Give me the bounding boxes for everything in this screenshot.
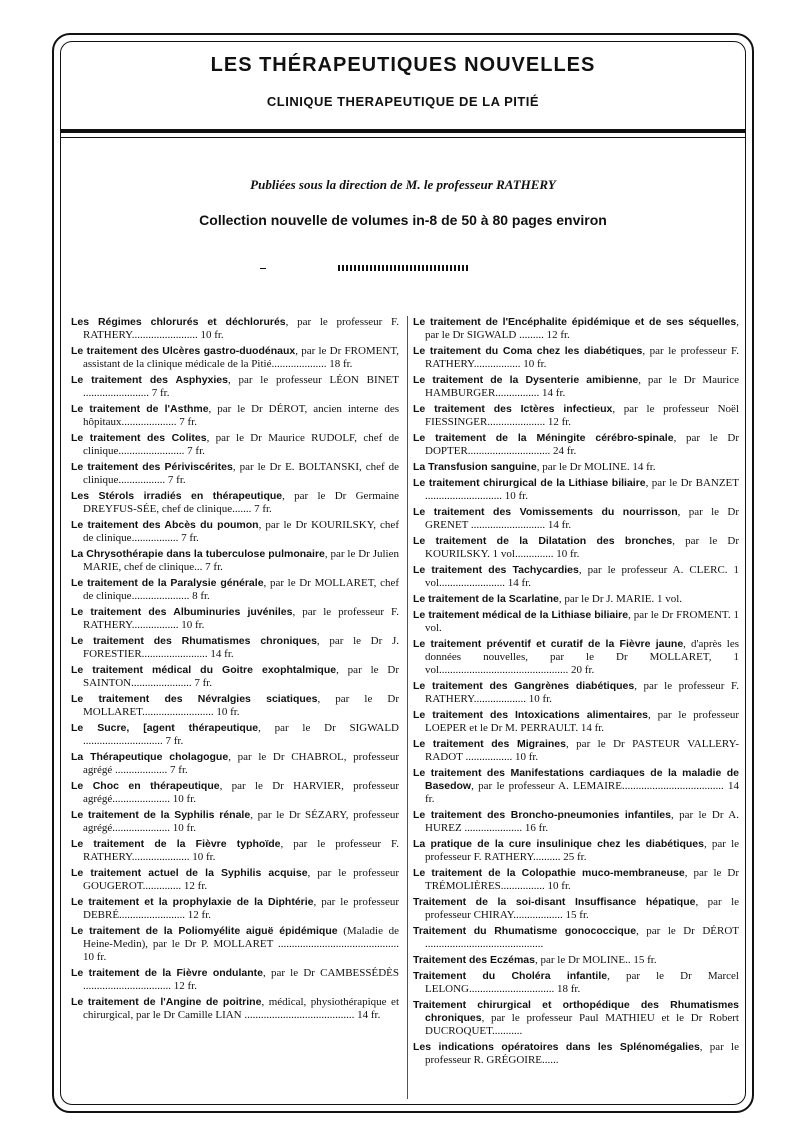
entry-topic: Le traitement de la Fièvre typhoïde (71, 838, 281, 850)
entry-details: , par le Dr Marcel LELONG............................... 18 fr. (425, 970, 739, 995)
catalog-entry (71, 967, 399, 993)
entry-details: , par le professeur A. LEMAIRE..................................... 14 fr. (425, 780, 739, 805)
catalog-entry (71, 548, 399, 574)
entry-topic: Le traitement des Vomissements du nourrisson (413, 506, 678, 518)
entry-topic: Le traitement des Colites (71, 432, 207, 444)
entry-topic: Le traitement de l'Asthme (71, 403, 209, 415)
entry-topic: Le traitement médical de la Lithiase biliaire (413, 609, 629, 621)
catalog-entry (71, 635, 399, 661)
entry-topic: Le traitement préventif et curatif de la Fièvre jaune (413, 638, 684, 650)
entry-topic: Le traitement des Gangrènes diabétiques (413, 680, 635, 692)
left-column (71, 316, 399, 1099)
catalog-entry (71, 577, 399, 603)
entry-topic: Le traitement de l'Encéphalite épidémique et de ses séquelles (413, 316, 737, 328)
entry-details: , par le Dr DÉROT, ancien interne des hôpitaux.................... 7 fr. (83, 403, 399, 428)
entry-details: , par le Dr Germaine DREYFUS-SÉE, chef de clinique....... 7 fr. (83, 490, 399, 515)
entry-details: , par le Dr SAINTON...................... 7 fr. (83, 664, 399, 689)
entry-details: , médical, physiothérapique et chirurgical, par le Dr Camille LIAN ........................................ 14 fr. (83, 996, 399, 1021)
catalog-entry (413, 403, 739, 429)
entry-details: , par le professeur F. RATHERY................... 10 fr. (425, 680, 739, 705)
entry-details: , d'après les données nouvelles, par le Dr MOLLARET, 1 vol............................................... 20 fr. (425, 638, 739, 676)
right-column (413, 316, 739, 1099)
entry-details: , par le Dr J. MARIE. 1 vol. (558, 593, 683, 605)
catalog-entry (413, 535, 739, 561)
entry-topic: Le traitement de la Scarlatine (413, 593, 559, 605)
entry-topic: Le traitement des Manifestations cardiaques de la maladie de Basedow (413, 767, 739, 792)
catalog-entry (71, 316, 399, 342)
catalog-entry (71, 490, 399, 516)
entry-topic: Le traitement de la Fièvre ondulante (71, 967, 263, 979)
catalog-entry (71, 925, 399, 964)
entry-details: , par le Dr Maurice RUDOLF, chef de clinique........................ 7 fr. (83, 432, 399, 457)
entry-details: (Maladie de Heine-Medin), par le Dr P. MOLLARET ............................................ 10 fr. (83, 925, 399, 963)
catalog-entry (71, 403, 399, 429)
catalog-entry (413, 461, 739, 474)
catalog-entry (71, 996, 399, 1022)
catalog-entry (71, 896, 399, 922)
entry-topic: Le traitement des Rhumatismes chroniques (71, 635, 317, 647)
entry-topic: La Thérapeutique cholagogue (71, 751, 229, 763)
entry-topic: Le traitement des Albuminuries juvéniles (71, 606, 293, 618)
entry-topic: Les indications opératoires dans les Splénomégalies (413, 1041, 700, 1053)
catalog-entry (413, 1041, 739, 1067)
entry-topic: Le traitement de la Dilatation des bronches (413, 535, 673, 547)
catalog-entry (413, 374, 739, 400)
catalog-entry (413, 680, 739, 706)
catalog-entry (413, 564, 739, 590)
catalog-entry (413, 738, 739, 764)
entry-details: , par le professeur LÉON BINET ........................ 7 fr. (83, 374, 399, 399)
entry-topic: Le traitement de la Dysenterie amibienne (413, 374, 639, 386)
entry-details: , par le Dr DÉROT ........................................... (425, 925, 739, 950)
catalog-entry (413, 838, 739, 864)
direction-line: Publiées sous la direction de M. le professeur RATHERY (250, 177, 556, 192)
entry-details: , par le Dr Julien MARIE, chef de clinique... 7 fr. (83, 548, 399, 573)
entry-details: , par le Dr J. FORESTIER........................ 14 fr. (83, 635, 399, 660)
collection-line: Collection nouvelle de volumes in-8 de 50 à 80 pages environ (199, 212, 607, 228)
entry-details: , par le Dr SIGWALD ......... 12 fr. (425, 316, 739, 341)
entry-topic: Le traitement de la Méningite cérébro-spinale (413, 432, 674, 444)
catalog-entry (71, 780, 399, 806)
entry-details: , par le Dr FROMENT, assistant de la clinique médicale de la Pitié.................... 18 fr. (83, 345, 399, 370)
entry-details: , par le professeur F. RATHERY..................... 10 fr. (83, 838, 399, 863)
entry-details: , par le professeur DEBRÉ........................ 12 fr. (83, 896, 399, 921)
ornament-dash (260, 268, 266, 269)
catalog-entry (413, 638, 739, 677)
entry-details: , par le Dr E. BOLTANSKI, chef de clinique................. 7 fr. (83, 461, 399, 486)
catalog-entry (71, 809, 399, 835)
entry-details: , par le Dr KOURILSKY. 1 vol.............. 10 fr. (425, 535, 739, 560)
catalog-entry (71, 693, 399, 719)
entry-topic: Le traitement des Broncho-pneumonies infantiles (413, 809, 671, 821)
entry-topic: Le traitement des Ictères infectieux (413, 403, 613, 415)
entry-details: , par le Dr DOPTER.............................. 24 fr. (425, 432, 739, 457)
entry-topic: Le traitement des Périviscérites (71, 461, 233, 473)
catalog-entry (413, 477, 739, 503)
entry-details: , par le professeur A. CLERC. 1 vol........................ 14 fr. (425, 564, 739, 589)
entry-details: , par le Dr A. HUREZ ..................... 16 fr. (425, 809, 739, 834)
catalog-entry (413, 316, 739, 342)
entry-topic: Le Sucre, [agent thérapeutique (71, 722, 259, 734)
entry-details: , par le Dr MOLLARET.......................... 10 fr. (83, 693, 399, 718)
catalog-entry (71, 606, 399, 632)
entry-details: , par le Dr CHABROL, professeur agrégé ................... 7 fr. (83, 751, 399, 776)
entry-topic: Le traitement des Abcès du poumon (71, 519, 259, 531)
catalog-entry (71, 722, 399, 748)
catalog-entry (71, 345, 399, 371)
entry-details: , par le Dr MOLINE. 14 fr. (536, 461, 656, 473)
entry-details: , par le Dr GRENET ........................... 14 fr. (425, 506, 739, 531)
entry-topic: Le traitement et la prophylaxie de la Diphtérie (71, 896, 314, 908)
entry-topic: Le traitement des Asphyxies (71, 374, 228, 386)
entry-topic: Le traitement des Migraines (413, 738, 566, 750)
entry-details: , par le professeur F. RATHERY................. 10 fr. (83, 606, 399, 631)
catalog-entry (413, 970, 739, 996)
header-rule-thin (60, 137, 746, 138)
entry-topic: Le traitement médical du Goitre exophtalmique (71, 664, 337, 676)
entry-topic: Les Régimes chlorurés et déchlorurés (71, 316, 286, 328)
entry-topic: Le traitement de la Paralysie générale (71, 577, 264, 589)
catalog-entry (413, 345, 739, 371)
entry-details: , par le Dr MOLINE.. 15 fr. (534, 954, 657, 966)
catalog-entry (71, 838, 399, 864)
entry-details: , par le professeur CHIRAY.................. 15 fr. (425, 896, 739, 921)
catalog-entry (413, 954, 739, 967)
entry-topic: Le Choc en thérapeutique (71, 780, 220, 792)
catalog-entry (71, 519, 399, 545)
entry-details: , par le professeur Noël FIESSINGER..................... 12 fr. (425, 403, 739, 428)
entry-topic: Traitement des Eczémas (413, 954, 535, 966)
entry-topic: La Chrysothérapie dans la tuberculose pulmonaire (71, 548, 325, 560)
catalog-entry (413, 609, 739, 635)
entry-topic: Le traitement actuel de la Syphilis acquise (71, 867, 308, 879)
entry-topic: Le traitement du Coma chez les diabétiques (413, 345, 643, 357)
entry-details: , par le professeur F. RATHERY........................ 10 fr. (83, 316, 399, 341)
catalog-entry (413, 867, 739, 893)
entry-details: , par le Dr FROMENT. 1 vol. (425, 609, 739, 634)
entry-details: , par le Dr CAMBESSÉDÈS ................................ 12 fr. (83, 967, 399, 992)
entry-topic: Le traitement des Intoxications alimentaires (413, 709, 649, 721)
entry-details: , par le professeur R. GRÉGOIRE...... (425, 1041, 739, 1066)
entry-topic: Le traitement de la Poliomyélite aiguë épidémique (71, 925, 338, 937)
catalog-entry (71, 751, 399, 777)
entry-details: , par le professeur LOEPER et le Dr M. PERRAULT. 14 fr. (425, 709, 739, 734)
entry-topic: Traitement chirurgical et orthopédique des Rhumatismes chroniques (413, 999, 739, 1024)
page-title: LES THÉRAPEUTIQUES NOUVELLES (210, 54, 596, 76)
catalog-entry (413, 767, 739, 806)
entry-topic: La pratique de la cure insulinique chez les diabétiques (413, 838, 704, 850)
catalog-entry (71, 432, 399, 458)
catalog-entry (413, 709, 739, 735)
entry-topic: Le traitement de la Colopathie muco-membraneuse (413, 867, 685, 879)
entry-details: , par le Dr BANZET ............................ 10 fr. (425, 477, 739, 502)
catalog-entry (413, 809, 739, 835)
entry-details: , par le Dr HARVIER, professeur agrégé..................... 10 fr. (83, 780, 399, 805)
catalog-entry (71, 374, 399, 400)
catalog-entry (71, 664, 399, 690)
catalog-entry (413, 896, 739, 922)
entry-details: , par le Dr SIGWALD ............................. 7 fr. (83, 722, 399, 747)
entry-details: , par le Dr PASTEUR VALLERY-RADOT ................. 10 fr. (425, 738, 739, 763)
decorative-ornament (338, 265, 470, 271)
entry-details: , par le Dr MOLLARET, chef de clinique..................... 8 fr. (83, 577, 399, 602)
entry-details: , par le Dr Maurice HAMBURGER................ 14 fr. (425, 374, 739, 399)
catalog-entry (413, 506, 739, 532)
entry-topic: Les Stérols irradiés en thérapeutique (71, 490, 283, 502)
entry-details: , par le professeur GOUGEROT.............. 12 fr. (83, 867, 399, 892)
entry-details: , par le professeur Paul MATHIEU et le Dr Robert DUCROQUET........... (425, 1012, 739, 1037)
column-divider (407, 316, 408, 1099)
entry-details: , par le Dr SÉZARY, professeur agrégé..................... 10 fr. (83, 809, 399, 834)
entry-topic: Le traitement des Tachycardies (413, 564, 579, 576)
entry-topic: Traitement du Rhumatisme gonococcique (413, 925, 637, 937)
entry-details: , par le professeur F. RATHERY................. 10 fr. (425, 345, 739, 370)
entry-topic: Le traitement des Ulcères gastro-duodénaux (71, 345, 296, 357)
entry-topic: Le traitement chirurgical de la Lithiase biliaire (413, 477, 646, 489)
catalog-entry (413, 432, 739, 458)
entry-topic: Le traitement de l'Angine de poitrine (71, 996, 262, 1008)
header-rule-thick (60, 129, 746, 133)
catalog-entry (71, 867, 399, 893)
catalog-entry (413, 593, 739, 606)
entry-details: , par le professeur F. RATHERY.......... 25 fr. (425, 838, 739, 863)
entry-topic: La Transfusion sanguine (413, 461, 537, 473)
entry-topic: Traitement du Choléra infantile (413, 970, 608, 982)
entry-topic: Traitement de la soi-disant Insuffisance hépatique (413, 896, 696, 908)
catalog-entry (413, 999, 739, 1038)
entry-details: , par le Dr TRÉMOLIÈRES................ 10 fr. (425, 867, 739, 892)
entry-topic: Le traitement de la Syphilis rénale (71, 809, 251, 821)
entry-details: , par le Dr KOURILSKY, chef de clinique................. 7 fr. (83, 519, 399, 544)
catalog-entry (71, 461, 399, 487)
entry-topic: Le traitement des Névralgies sciatiques (71, 693, 318, 705)
page-subtitle: CLINIQUE THERAPEUTIQUE DE LA PITIÉ (266, 94, 540, 109)
catalog-entry (413, 925, 739, 951)
